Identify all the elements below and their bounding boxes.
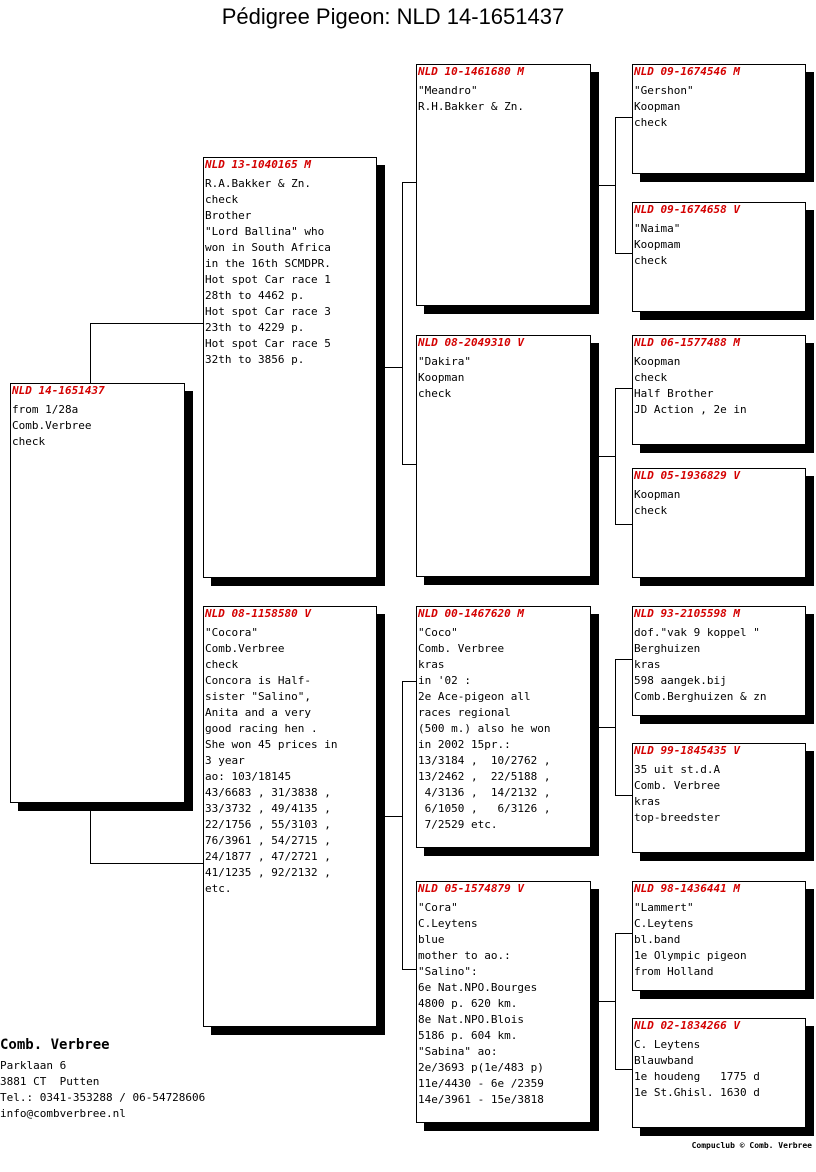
ring-number: NLD 09-1674658 V: [634, 203, 740, 216]
bird-info: "Coco" Comb. Verbree kras in '02 : 2e Ace-pigeon all races regional (500 m.) also he won in 2002 15pr.: 13/3184 , 10/2762 , 13/2462 , 22/5188 , 4/3136 , 14/2132 , 6/1050 , 6/3126 , 7/2529 etc.: [418, 626, 551, 831]
ring-number: NLD 09-1674546 M: [634, 65, 740, 78]
bird-info: "Cocora" Comb.Verbree check Concora is Half- sister "Salino", Anita and a very good racing hen . She won 45 prices in 3 year ao: 103/18145 43/6683 , 31/3838 , 33/3732 , 49/4135 , 22/1756 , 55/3103 , 76/3961 , 54/2715 , 24/1877 , 47/2721 , 41/1235 , 92/2132 , etc.: [205, 626, 338, 895]
pigeon-box-ggp-3[interactable]: [632, 335, 806, 445]
pigeon-box-ggp-4[interactable]: [632, 468, 806, 578]
ring-number: NLD 05-1936829 V: [634, 469, 740, 482]
footer-credit: Compuclub © Comb. Verbree: [691, 1141, 812, 1150]
owner-name: Comb. Verbree: [0, 1037, 110, 1053]
pigeon-box-ggp-7[interactable]: [632, 881, 806, 991]
bird-info: "Lammert" C.Leytens bl.band 1e Olympic pigeon from Holland: [634, 901, 747, 978]
ring-number: NLD 93-2105598 M: [634, 607, 740, 620]
pigeon-box-ggp-1[interactable]: [632, 64, 806, 174]
ring-number: NLD 02-1834266 V: [634, 1019, 740, 1032]
owner-contact: [0, 1036, 205, 1122]
bird-info: 35 uit st.d.A Comb. Verbree kras top-breedster: [634, 763, 721, 824]
owner-email[interactable]: info@combverbree.nl: [0, 1107, 126, 1120]
page-title: Pédigree Pigeon: NLD 14-1651437: [221, 4, 565, 29]
pigeon-box-ggp-5[interactable]: [632, 606, 806, 716]
bird-info: from 1/28a Comb.Verbree check: [12, 403, 92, 448]
bird-info: R.A.Bakker & Zn. check Brother "Lord Ballina" who won in South Africa in the 16th SCMDPR. Hot spot Car race 1 28th to 4462 p. Hot spot Car race 3 23th to 4229 p. Hot spot Car race 5 32th to 3856 p.: [205, 177, 331, 366]
bird-info: "Cora" C.Leytens blue mother to ao.: "Salino": 6e Nat.NPO.Bourges 4800 p. 620 km. 8e Nat.NPO.Blois 5186 p. 604 km. "Sabina" ao: 2e/3693 p(1e/483 p) 11e/4430 - 6e /2359 14e/3961 - 15e/3818: [418, 901, 544, 1106]
pigeon-box-granddam-paternal[interactable]: [416, 335, 591, 577]
pigeon-box-ggp-2[interactable]: [632, 202, 806, 312]
pigeon-box-dam[interactable]: [203, 606, 377, 1027]
pigeon-box-ggp-6[interactable]: [632, 743, 806, 853]
bird-info: Koopman check Half Brother JD Action , 2e in: [634, 355, 747, 416]
bird-info: Koopman check: [634, 488, 681, 517]
bird-info: "Meandro" R.H.Bakker & Zn.: [418, 84, 524, 113]
ring-number: NLD 99-1845435 V: [634, 744, 740, 757]
pigeon-box-grandsire-paternal[interactable]: [416, 64, 591, 306]
ring-number: NLD 08-2049310 V: [418, 336, 524, 349]
bird-info: "Gershon" Koopman check: [634, 84, 694, 129]
ring-number: NLD 00-1467620 M: [418, 607, 524, 620]
ring-number: NLD 05-1574879 V: [418, 882, 524, 895]
pigeon-box-subject[interactable]: [10, 383, 185, 803]
bird-info: "Naima" Koopmam check: [634, 222, 681, 267]
ring-number: NLD 10-1461680 M: [418, 65, 524, 78]
bird-info: C. Leytens Blauwband 1e houdeng 1775 d 1e St.Ghisl. 1630 d: [634, 1038, 760, 1099]
owner-phone: Tel.: 0341-353288 / 06-54728606: [0, 1091, 206, 1104]
ring-number: NLD 14-1651437: [12, 384, 105, 397]
ring-number: NLD 08-1158580 V: [205, 607, 311, 620]
ring-number: NLD 98-1436441 M: [634, 882, 740, 895]
pigeon-box-grandsire-maternal[interactable]: [416, 606, 591, 848]
bird-info: dof."vak 9 koppel " Berghuizen kras 598 aangek.bij Comb.Berghuizen & zn: [634, 626, 767, 703]
pigeon-box-granddam-maternal[interactable]: [416, 881, 591, 1123]
pigeon-box-ggp-8[interactable]: [632, 1018, 806, 1128]
owner-address: Parklaan 6: [0, 1059, 67, 1072]
ring-number: NLD 06-1577488 M: [634, 336, 740, 349]
bird-info: "Dakira" Koopman check: [418, 355, 471, 400]
pigeon-box-sire[interactable]: [203, 157, 377, 578]
ring-number: NLD 13-1040165 M: [205, 158, 311, 171]
owner-city: 3881 CT Putten: [0, 1075, 100, 1088]
